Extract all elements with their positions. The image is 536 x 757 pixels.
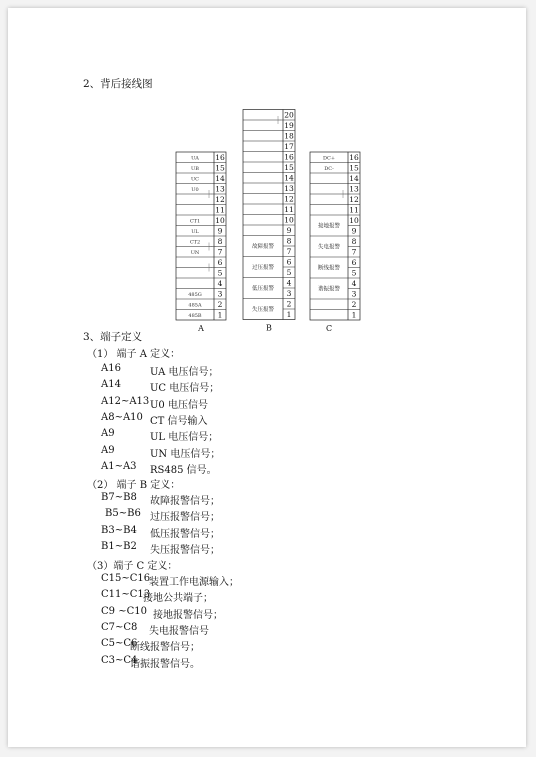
terminal-number: 9 bbox=[351, 226, 357, 236]
terminal-signal-label: UC bbox=[190, 176, 200, 183]
terminal-signal-label: UA bbox=[191, 155, 199, 162]
terminal-signal-label: DC- bbox=[324, 166, 334, 172]
terminal-number: 20 bbox=[284, 110, 294, 120]
terminal-code: A12~A13 bbox=[101, 395, 150, 407]
terminal-code: C3~C4 bbox=[101, 654, 138, 666]
terminal-code: C9 ~C10 bbox=[101, 605, 147, 617]
terminal-signal-label: UB bbox=[191, 166, 199, 172]
terminal-number: 15 bbox=[349, 163, 359, 173]
terminal-number: 7 bbox=[286, 247, 292, 257]
terminal-number: 11 bbox=[215, 205, 225, 215]
alarm-group-label: 低压报警 bbox=[251, 286, 275, 292]
terminal-block-b-label: B bbox=[266, 323, 272, 333]
terminal-number: 17 bbox=[284, 142, 294, 152]
terminal-number: 1 bbox=[286, 310, 292, 320]
terminal-a-definition-title: （1） 端子 A 定义： bbox=[87, 349, 181, 360]
terminal-description: CT 信号输入 bbox=[150, 415, 208, 427]
alarm-group-label: 谐振报警 bbox=[317, 286, 341, 293]
terminal-block-b bbox=[243, 110, 295, 333]
terminal-code: C11~C13 bbox=[101, 589, 151, 601]
terminal-number: 1 bbox=[217, 310, 223, 320]
terminal-number: 2 bbox=[217, 300, 223, 310]
alarm-group-label: 失电报警 bbox=[317, 244, 341, 251]
terminal-b-definition-title: （2） 端子 B 定义： bbox=[87, 480, 181, 491]
terminal-number: 11 bbox=[349, 205, 359, 215]
terminal-number: 1 bbox=[351, 310, 357, 320]
terminal-number: 3 bbox=[351, 289, 357, 299]
terminal-description: UL 电压信号； bbox=[150, 432, 219, 444]
terminal-block-a bbox=[176, 152, 226, 333]
terminal-number: 11 bbox=[284, 205, 294, 215]
terminal-number: 12 bbox=[284, 194, 294, 204]
terminal-description: UC 电压信号； bbox=[150, 383, 220, 395]
terminal-code: A16 bbox=[101, 363, 121, 374]
section-2-title: 2、背后接线图 bbox=[83, 78, 153, 90]
terminal-number: 8 bbox=[351, 237, 357, 247]
terminal-block-c bbox=[310, 152, 360, 333]
terminal-code: C15~C16 bbox=[101, 573, 151, 584]
alarm-group-label: 失压报警 bbox=[251, 307, 275, 313]
terminal-description: 谐振报警信号。 bbox=[130, 658, 200, 670]
terminal-number: 2 bbox=[351, 300, 357, 310]
terminal-number: 19 bbox=[284, 121, 294, 131]
terminal-block-c-label: C bbox=[325, 324, 333, 333]
terminal-number: 15 bbox=[215, 163, 225, 173]
terminal-number: 5 bbox=[351, 268, 357, 278]
terminal-number: 4 bbox=[286, 278, 292, 288]
terminal-description: 过压报警信号； bbox=[150, 512, 220, 524]
terminal-description: 接地公共端子； bbox=[143, 593, 213, 605]
terminal-signal-label: 485G bbox=[188, 292, 202, 298]
terminal-number: 16 bbox=[284, 152, 294, 162]
terminal-signal-label: UN bbox=[190, 250, 200, 256]
terminal-number: 14 bbox=[215, 174, 225, 184]
terminal-number: 12 bbox=[349, 195, 359, 205]
alarm-group-label: 故障报警 bbox=[251, 244, 275, 250]
terminal-number: 6 bbox=[351, 258, 357, 268]
terminal-c-definition-title: （3）端子 C 定义： bbox=[87, 561, 178, 572]
alarm-group-label: 过压报警 bbox=[251, 265, 275, 271]
terminal-number: 14 bbox=[349, 174, 359, 184]
terminal-signal-label: DC+ bbox=[322, 155, 336, 162]
terminal-number: 3 bbox=[217, 289, 223, 299]
terminal-number: 12 bbox=[215, 195, 225, 205]
terminal-number: 18 bbox=[284, 131, 294, 141]
terminal-description: 故障报警信号； bbox=[150, 496, 220, 507]
terminal-number: 9 bbox=[286, 226, 292, 236]
terminal-number: 7 bbox=[217, 247, 223, 257]
wiring-diagram bbox=[8, 100, 526, 340]
terminal-number: 4 bbox=[351, 279, 357, 289]
terminal-description: U0 电压信号 bbox=[150, 399, 208, 411]
terminal-code: C7~C8 bbox=[101, 621, 138, 633]
terminal-number: 14 bbox=[284, 173, 294, 183]
terminal-code: C5~C6 bbox=[101, 638, 138, 650]
terminal-number: 13 bbox=[215, 184, 225, 194]
terminal-number: 9 bbox=[217, 226, 223, 236]
terminal-signal-label: U0 bbox=[191, 187, 199, 193]
terminal-number: 5 bbox=[217, 268, 223, 278]
terminal-number: 5 bbox=[286, 268, 292, 278]
terminal-description: 低压报警信号； bbox=[150, 528, 220, 540]
terminal-code: B3~B4 bbox=[101, 524, 137, 536]
terminal-code: B7~B8 bbox=[101, 492, 137, 503]
terminal-number: 15 bbox=[284, 163, 294, 173]
terminal-number: 2 bbox=[286, 299, 292, 309]
section-3-title: 3、端子定义 bbox=[83, 331, 143, 343]
terminal-number: 16 bbox=[215, 153, 225, 163]
terminal-code: B5~B6 bbox=[105, 508, 141, 520]
terminal-description: UN 电压信号； bbox=[150, 448, 221, 460]
terminal-number: 10 bbox=[215, 216, 225, 226]
terminal-number: 8 bbox=[217, 237, 223, 247]
terminal-number: 13 bbox=[349, 184, 359, 194]
terminal-code: A9 bbox=[101, 428, 115, 440]
document-page bbox=[8, 8, 526, 747]
terminal-signal-label: UL bbox=[191, 229, 199, 235]
alarm-group-label: 断线报警 bbox=[317, 265, 341, 272]
terminal-description: UA 电压信号； bbox=[150, 367, 219, 378]
terminal-number: 7 bbox=[351, 247, 357, 257]
terminal-number: 13 bbox=[284, 184, 294, 194]
terminal-description: 失电报警信号 bbox=[149, 625, 209, 637]
terminal-signal-label: 485B bbox=[188, 313, 202, 319]
terminal-code: B1~B2 bbox=[101, 540, 137, 552]
terminal-description: 接地报警信号； bbox=[153, 609, 223, 621]
terminal-number: 3 bbox=[286, 289, 292, 299]
terminal-code: A14 bbox=[101, 379, 121, 391]
terminal-number: 6 bbox=[286, 257, 292, 267]
terminal-description: 失压报警信号； bbox=[150, 544, 220, 556]
terminal-number: 8 bbox=[286, 236, 292, 246]
terminal-number: 10 bbox=[284, 215, 294, 225]
terminal-signal-label: CT2 bbox=[189, 239, 201, 246]
terminal-block-a-label: A bbox=[198, 324, 204, 333]
alarm-group-label: 接地报警 bbox=[317, 223, 341, 230]
terminal-code: A9 bbox=[101, 444, 115, 456]
terminal-number: 6 bbox=[217, 258, 223, 268]
terminal-number: 10 bbox=[349, 216, 359, 226]
terminal-code: A8~A10 bbox=[101, 411, 143, 423]
terminal-number: 16 bbox=[349, 153, 359, 163]
terminal-code: A1~A3 bbox=[101, 460, 137, 472]
terminal-description: RS485 信号。 bbox=[150, 464, 217, 476]
terminal-description: 断线报警信号； bbox=[130, 642, 200, 654]
terminal-number: 4 bbox=[217, 279, 223, 289]
terminal-signal-label: 485A bbox=[188, 302, 202, 309]
terminal-signal-label: CT1 bbox=[189, 218, 201, 225]
terminal-description: 装置工作电源输入； bbox=[149, 577, 239, 588]
